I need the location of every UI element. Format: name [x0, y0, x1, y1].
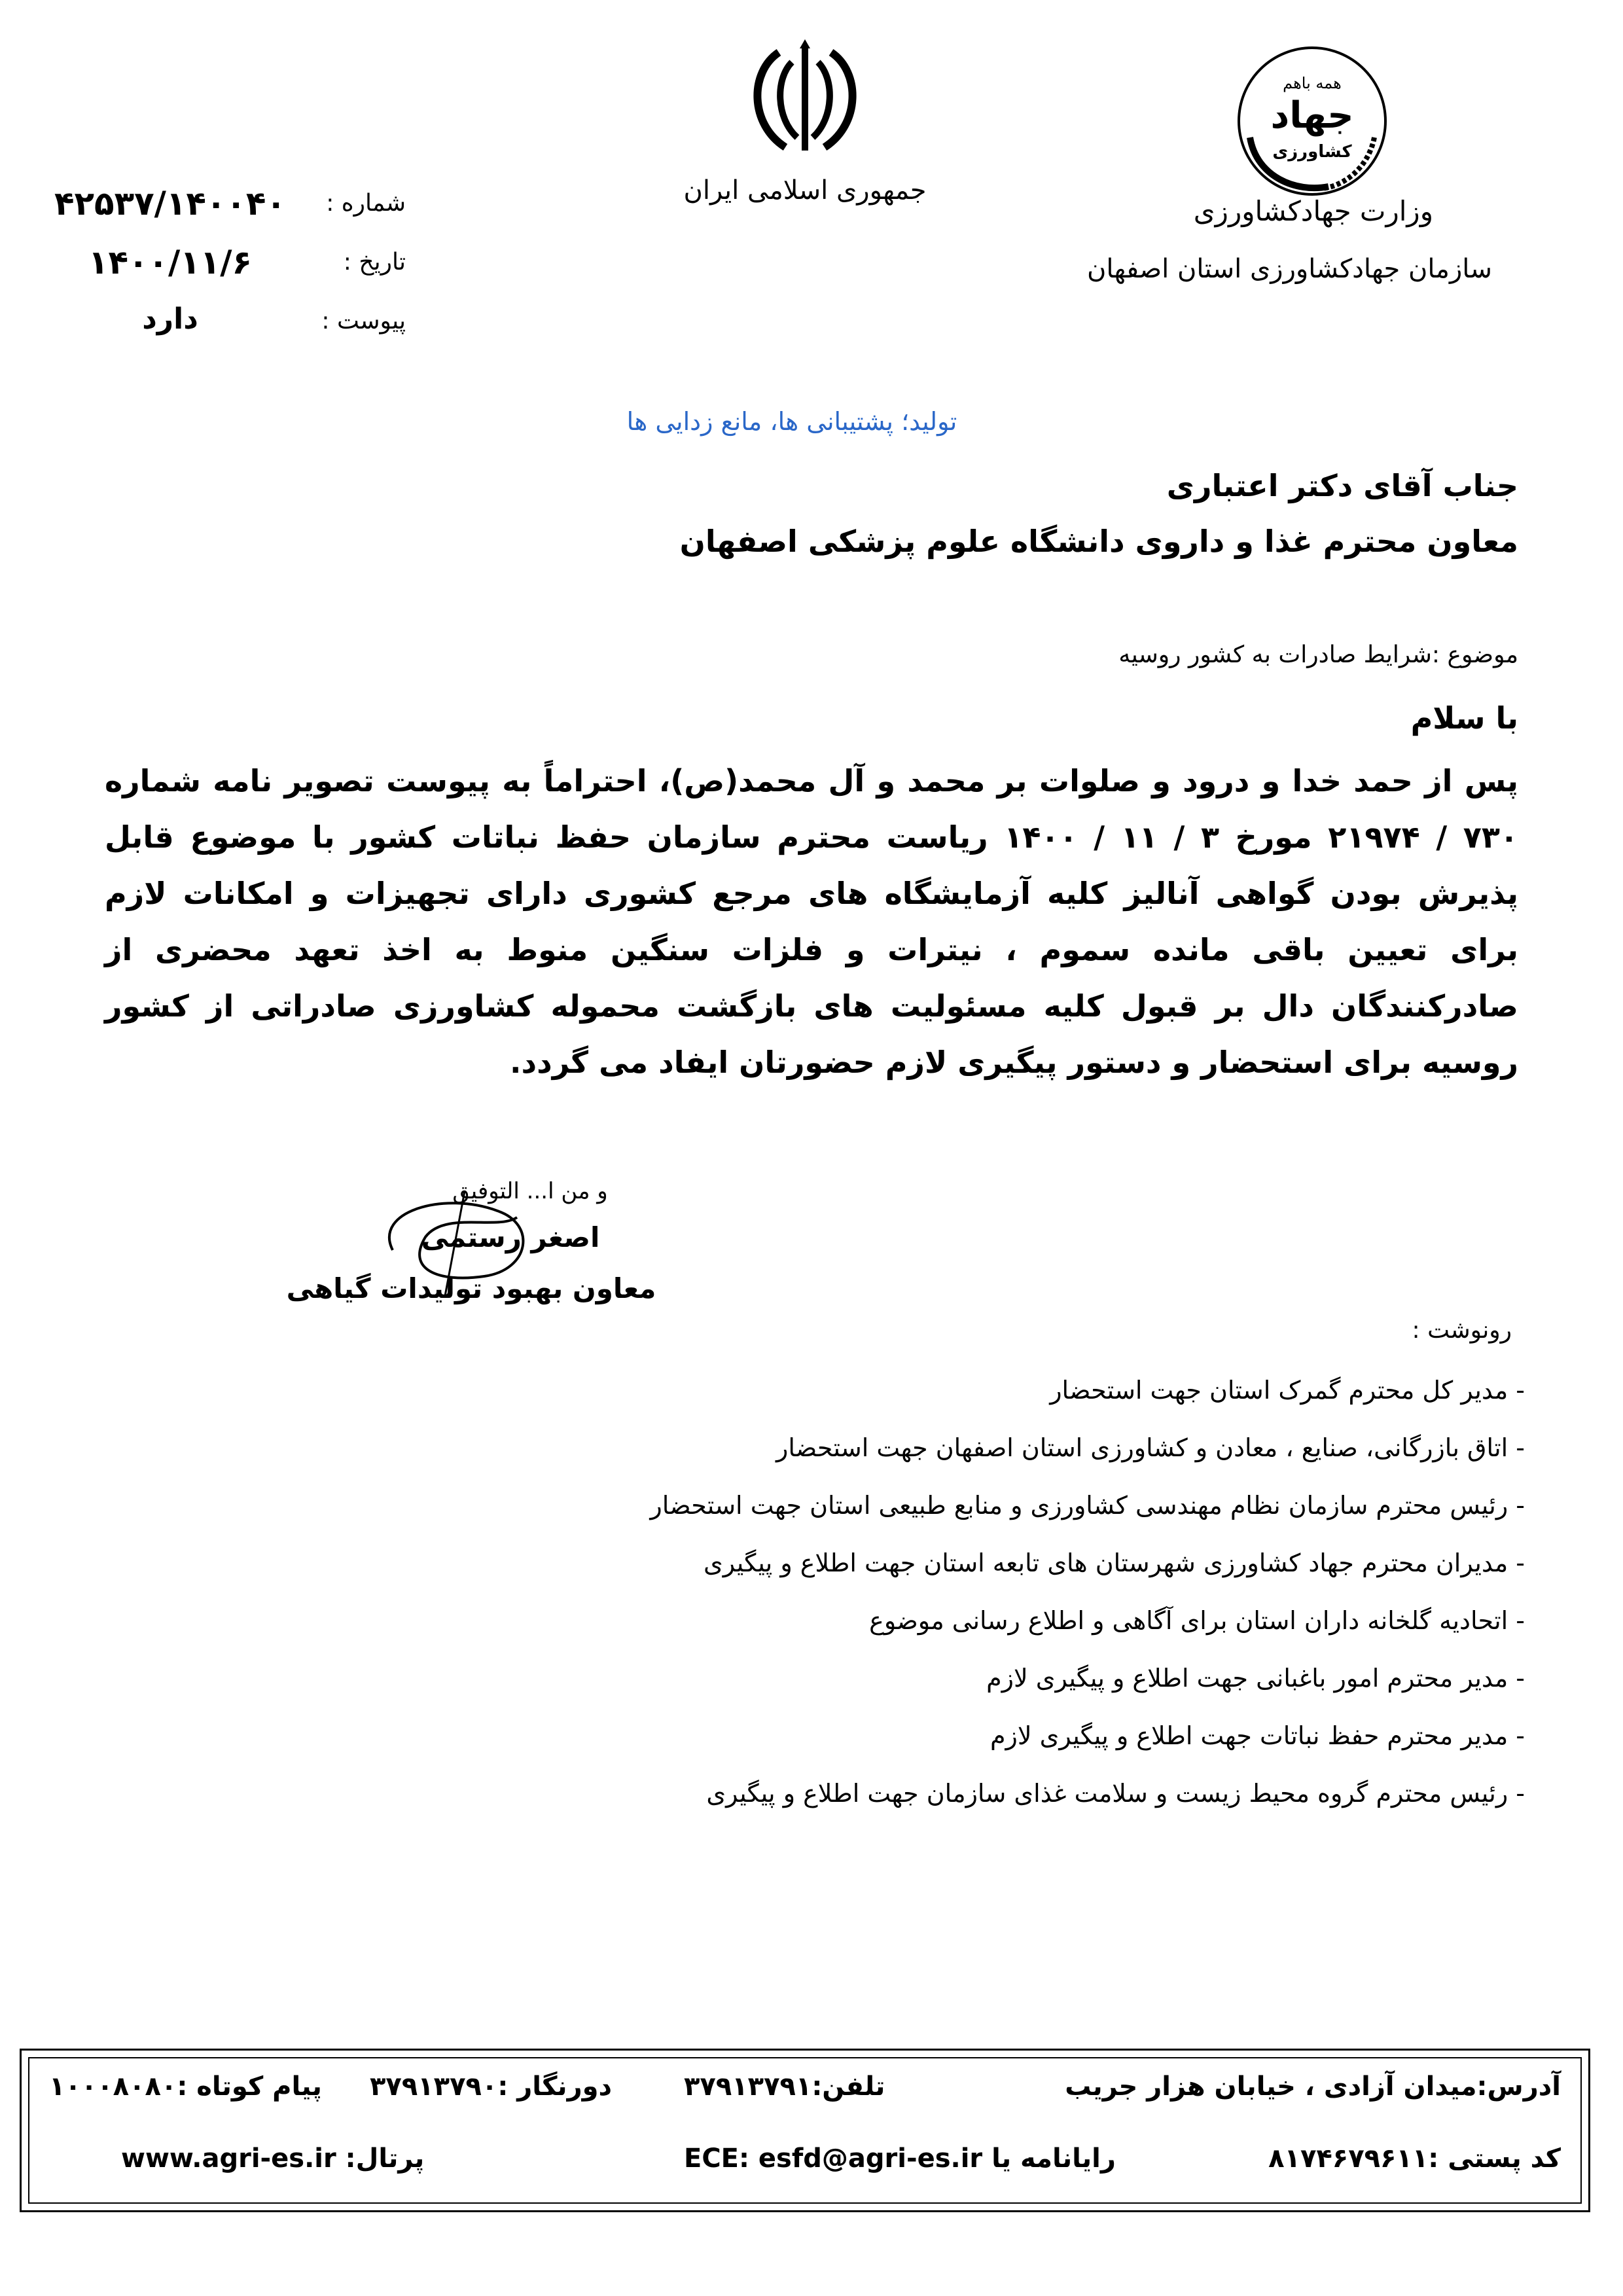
- date-label: تاریخ :: [343, 249, 406, 276]
- closing-phrase: و من ا... التوفیق: [452, 1178, 608, 1204]
- cc-item: - مدیران محترم جهاد کشاورزی شهرستان های تابعه استان جهت اطلاع و پیگیری: [704, 1549, 1525, 1577]
- iran-emblem-icon: [740, 39, 870, 157]
- cc-label: رونوشت :: [1412, 1317, 1512, 1344]
- svg-text:جهاد: جهاد: [1270, 94, 1354, 137]
- ministry-name: وزارت جهادکشاورزی: [1193, 195, 1433, 227]
- signer-name: اصغر رستمی: [421, 1221, 600, 1253]
- cc-item: - مدیر محترم امور باغبانی جهت اطلاع و پیگیری لازم: [986, 1664, 1525, 1693]
- footer-postal-code: کد پستی :۸۱۷۴۶۷۹۶۱۱: [1268, 2144, 1561, 2174]
- number-label: شماره :: [326, 190, 406, 217]
- cc-item: - مدیر کل محترم گمرک استان جهت استحضار: [1050, 1376, 1525, 1405]
- svg-text:کشاورزی: کشاورزی: [1272, 142, 1352, 162]
- recipient-name: جناب آقای دکتر اعتباری: [1166, 468, 1518, 503]
- recipient-title: معاون محترم غذا و داروی دانشگاه علوم پزشکی اصفهان: [679, 524, 1518, 559]
- letter-date: ۱۴۰۰/۱۱/۶: [88, 243, 253, 281]
- year-slogan: تولید؛ پشتیبانی ها، مانع زدایی ها: [626, 407, 957, 436]
- letter-number: ۴۲۵۳۷/۱۴۰۰۴۰: [54, 185, 286, 223]
- cc-list: [216, 1361, 1525, 1822]
- footer-contact-box: [20, 2049, 1590, 2212]
- letter-body: پس از حمد خدا و درود و صلوات بر محمد و آل محمد(ص)، احتراماً به پیوست تصویر نامه شماره ۷۳۰ / ۲۱۹۷۴ مورخ ۳ / ۱۱ / ۱۴۰۰ ریاست محترم سازمان حفظ نباتات کشور با موضوع قابل پذیرش بودن گواهی آنالیز کلیه آزمایشگاه های مرجع کشوری دارای تجهیزات و امکانات لازم برای تعیین باقی مانده سموم ، نیترات و فلزات سنگین منوط به اخذ تعهد محضری از صادرکنندگان دال بر قبول کلیه مسئولیت های بازگشت محموله کشاورزی صادراتی از کشور روسیه برای استحضار و دستور پیگیری لازم حضورتان ایفاد می گردد.: [105, 763, 1518, 1080]
- svg-text:همه باهم: همه باهم: [1283, 74, 1342, 92]
- organization-name: سازمان جهادکشاورزی استان اصفهان: [1086, 254, 1492, 284]
- cc-item: - رئیس محترم گروه محیط زیست و سلامت غذای سازمان جهت اطلاع و پیگیری: [706, 1779, 1525, 1808]
- attachment-label: پیوست :: [321, 308, 406, 334]
- footer-address: آدرس:میدان آزادی ، خیابان هزار جریب: [1065, 2072, 1561, 2102]
- footer-fax: دورنگار :۳۷۹۱۳۷۹۰: [370, 2072, 612, 2102]
- cc-item: - رئیس محترم سازمان نظام مهندسی کشاورزی و منابع طبیعی استان جهت استحضار: [650, 1491, 1525, 1520]
- footer-sms: پیام کوتاه :۱۰۰۰۸۰۸۰: [49, 2072, 322, 2102]
- jahad-keshavarzi-logo: [1230, 39, 1394, 203]
- cc-item: - مدیر محترم حفظ نباتات جهت اطلاع و پیگیری لازم: [990, 1721, 1525, 1750]
- cc-item: - اتاق بازرگانی، صنایع ، معادن و کشاورزی استان اصفهان جهت استحضار: [776, 1433, 1525, 1462]
- greeting: با سلام: [1410, 700, 1518, 736]
- signer-title: معاون بهبود تولیدات گیاهی: [286, 1272, 656, 1304]
- country-name: جمهوری اسلامی ایران: [683, 175, 927, 206]
- subject-line: موضوع :شرایط صادرات به کشور روسیه: [1118, 641, 1518, 668]
- cc-item: - اتحادیه گلخانه داران استان برای آگاهی و اطلاع رسانی موضوع: [869, 1606, 1525, 1635]
- footer-phone: تلفن:۳۷۹۱۳۷۹۱: [684, 2072, 885, 2102]
- footer-portal[interactable]: پرتال: www.agri-es.ir: [121, 2144, 425, 2174]
- footer-email[interactable]: رایانامه یا ECE: esfd@agri-es.ir: [684, 2144, 1116, 2174]
- attachment-value: دارد: [142, 302, 198, 336]
